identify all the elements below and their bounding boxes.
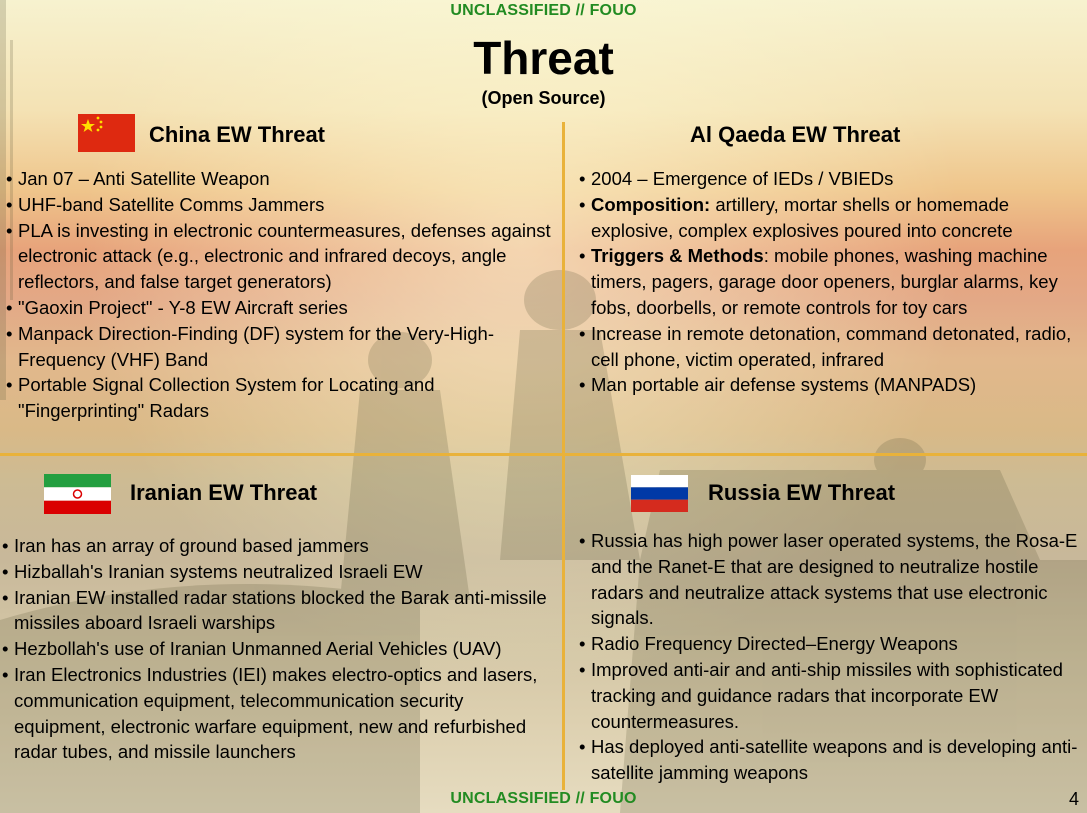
list-item: • Composition: artillery, mortar shells or homemade explosive, complex explosives poured into concrete <box>579 192 1085 244</box>
russia-flag-icon <box>631 475 688 512</box>
page-subtitle: (Open Source) <box>481 88 606 108</box>
iran-threat-list <box>2 533 558 765</box>
china-flag-icon <box>78 114 135 152</box>
list-item: • Iran Electronics Industries (IEI) makes electro-optics and lasers, communication equipment, telecommunication security equipment, electronic warfare equipment, new and refurbished radar tubes, and missile launchers <box>2 662 558 765</box>
list-item: • Triggers & Methods: mobile phones, washing machine timers, pagers, garage door openers, burglar alarms, key fobs, doorbells, or remote controls for toy cars <box>579 243 1085 320</box>
alqaeda-threat-title: Al Qaeda EW Threat <box>690 122 901 147</box>
list-item: • Portable Signal Collection System for Locating and "Fingerprinting" Radars <box>6 372 551 424</box>
china-threat-title: China EW Threat <box>149 122 326 147</box>
list-item: • Man portable air defense systems (MANPADS) <box>579 372 1085 398</box>
china-threat-list <box>6 166 551 424</box>
page-number: 4 <box>1068 789 1079 809</box>
list-item: • "Gaoxin Project" - Y-8 EW Aircraft series <box>6 295 551 321</box>
list-item: • Iranian EW installed radar stations blocked the Barak anti-missile missiles aboard Israeli warships <box>2 585 558 637</box>
list-item: • UHF-band Satellite Comms Jammers <box>6 192 551 218</box>
list-item: • Iran has an array of ground based jammers <box>2 533 558 559</box>
list-item: • Russia has high power laser operated systems, the Rosa-E and the Ranet-E that are designed to neutralize hostile radars and neutralize attack systems that use electronic signals. <box>579 528 1085 631</box>
list-item: • Hezbollah's use of Iranian Unmanned Aerial Vehicles (UAV) <box>2 636 558 662</box>
list-item: • Increase in remote detonation, command detonated, radio, cell phone, victim operated, infrared <box>579 321 1085 373</box>
alqaeda-threat-list <box>579 166 1085 398</box>
list-item: • Hizballah's Iranian systems neutralized Israeli EW <box>2 559 558 585</box>
list-item: • Has deployed anti-satellite weapons and is developing anti-satellite jamming weapons <box>579 734 1085 786</box>
list-item: • 2004 – Emergence of IEDs / VBIEDs <box>579 166 1085 192</box>
page-title: Threat <box>473 32 614 84</box>
list-item: • Jan 07 – Anti Satellite Weapon <box>6 166 551 192</box>
horizontal-divider <box>0 453 1087 456</box>
list-item: • Manpack Direction-Finding (DF) system for the Very-High-Frequency (VHF) Band <box>6 321 551 373</box>
list-item: • Improved anti-air and anti-ship missiles with sophisticated tracking and guidance radars that incorporate EW countermeasures. <box>579 657 1085 734</box>
classification-banner-top: UNCLASSIFIED // FOUO <box>450 2 637 19</box>
russia-threat-list <box>579 528 1085 786</box>
vertical-divider <box>562 122 565 790</box>
list-item: • Radio Frequency Directed–Energy Weapons <box>579 631 1085 657</box>
list-item: • PLA is investing in electronic countermeasures, defenses against electronic attack (e.g., electronic and infrared decoys, angle reflectors, and false target generators) <box>6 218 551 295</box>
iran-threat-title: Iranian EW Threat <box>130 480 318 505</box>
classification-banner-bottom: UNCLASSIFIED // FOUO <box>450 790 637 807</box>
iran-flag-icon <box>44 474 111 514</box>
russia-threat-title: Russia EW Threat <box>708 480 896 505</box>
